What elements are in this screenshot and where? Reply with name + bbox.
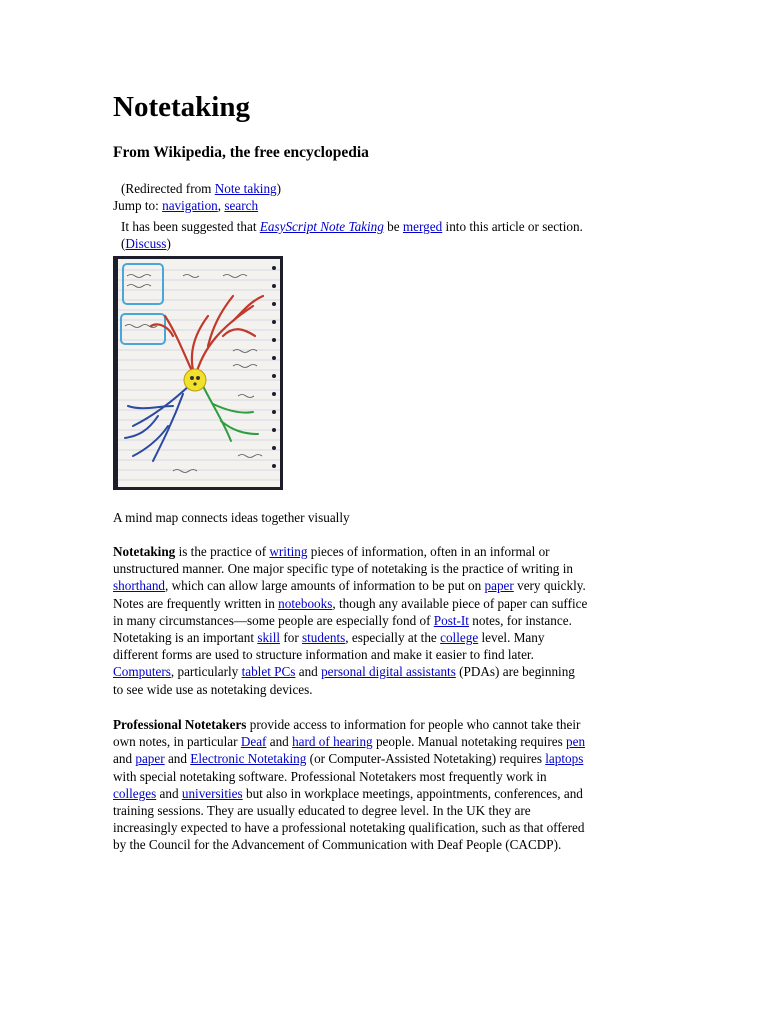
page-title: Notetaking	[113, 91, 250, 123]
link-pda[interactable]: personal digital assistants	[321, 664, 456, 680]
paragraph-professional-notetakers: Professional Notetakers provide access to information for people who cannot take their own notes, in particular Deaf and hard of hearing people. Manual notetaking requires pen and paper and Electronic Notetaking (or Computer-Assisted Notetaking) requires laptops with special notetaking software. Professional Notetakers most frequently work in colleges and universities but also in workplace meetings, appointments, conferences, and training sessions. They are usually educated to degree level. In the UK they are increasingly expected to have a professional notetaking qualification, such as that offered by the Council for the Advancement of Communication with Deaf People (CACDP).	[113, 717, 586, 853]
link-hard-of-hearing[interactable]: hard of hearing	[292, 734, 373, 750]
link-pen[interactable]: pen	[566, 734, 586, 750]
merge-article-link[interactable]: EasyScript Note Taking	[259, 219, 384, 234]
link-notebooks[interactable]: notebooks	[278, 595, 333, 611]
merged-link[interactable]: merged	[402, 219, 443, 234]
link-universities[interactable]: universities	[181, 785, 243, 801]
jump-search-link[interactable]: search	[224, 198, 259, 213]
link-colleges[interactable]: colleges	[113, 785, 157, 801]
discuss-link[interactable]: Discuss	[125, 236, 167, 252]
link-tablet-pcs[interactable]: tablet PCs	[241, 664, 296, 680]
page-subtitle: From Wikipedia, the free encyclopedia	[113, 144, 369, 161]
mind-map-illustration	[113, 256, 283, 490]
link-skill[interactable]: skill	[257, 630, 281, 646]
link-paper-2[interactable]: paper	[135, 751, 165, 767]
jump-navigation-link[interactable]: navigation	[162, 198, 218, 213]
redirect-notice: (Redirected from Note taking)	[121, 181, 282, 196]
link-computers[interactable]: Computers	[113, 664, 171, 680]
link-writing[interactable]: writing	[269, 544, 308, 559]
link-college[interactable]: college	[440, 630, 479, 646]
merge-notice: It has been suggested that EasyScript Note Taking be merged into this article or section. (Discuss)	[121, 219, 583, 252]
link-laptops[interactable]: laptops	[545, 751, 584, 767]
link-shorthand[interactable]: shorthand	[113, 578, 166, 594]
mind-map-image[interactable]	[113, 256, 283, 490]
link-post-it[interactable]: Post-It	[433, 612, 469, 628]
figure-caption: A mind map connects ideas together visually	[113, 510, 350, 525]
link-electronic-notetaking[interactable]: Electronic Notetaking	[190, 751, 307, 767]
link-deaf[interactable]: Deaf	[240, 734, 267, 750]
jump-links: Jump to: navigation, search	[113, 198, 259, 213]
link-paper[interactable]: paper	[484, 578, 514, 594]
paragraph-notetaking: Notetaking is the practice of writing pieces of information, often in an informal or unstructured manner. One major specific type of notetaking is the practice of writing in shorthand, which can allow large amounts of information to be put on paper very quickly. Notes are frequently written in notebooks, though any available piece of paper can suffice in many circumstances—some people are especially fond of Post-It notes, for instance. Notetaking is an important skill for students, especially at the college level. Many different forms are used to structure information and make it easier to find later. Computers, particularly tablet PCs and personal digital assistants (PDAs) are beginning to see wide use as notetaking devices.	[113, 544, 588, 697]
redirect-link[interactable]: Note taking	[214, 181, 277, 196]
link-students[interactable]: students	[302, 630, 346, 646]
